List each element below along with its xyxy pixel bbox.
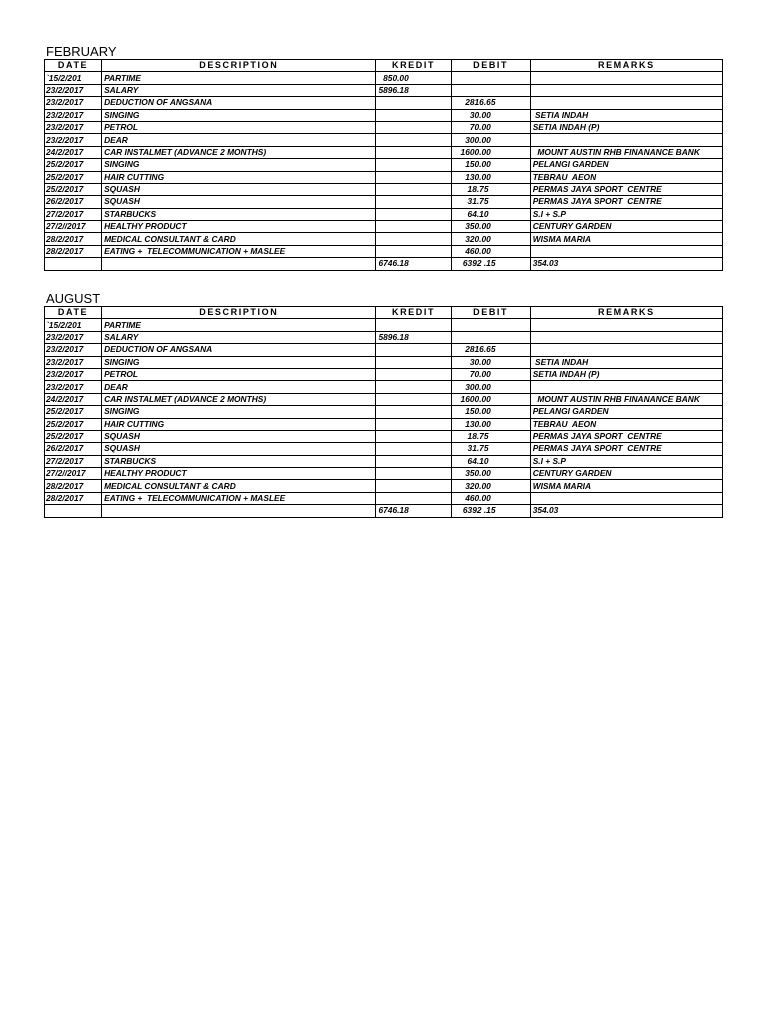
date-cell: 23/2/2017 [45,356,102,368]
debit-cell: 460.00 [451,492,530,504]
debit-cell: 130.00 [451,418,530,430]
date-cell: 23/2/2017 [45,368,102,380]
description-cell: CAR INSTALMET (ADVANCE 2 MONTHS) [102,146,376,158]
ledger-body [45,72,723,270]
debit-cell: 2816.65 [451,97,530,109]
section-title: FEBRUARY [46,44,117,59]
debit-cell [451,84,530,96]
header-kredit: KREDIT [376,307,451,319]
remarks-cell: SETIA INDAH (P) [530,121,722,133]
description-cell: SQUASH [102,443,376,455]
header-remarks: REMARKS [530,60,722,72]
table-row [45,492,723,504]
table-row [45,97,723,109]
table-row [45,245,723,257]
header-row [45,60,723,72]
date-cell: 23/2/2017 [45,381,102,393]
remarks-cell [530,134,722,146]
debit-cell: 1600.00 [451,393,530,405]
description-cell: EATING + TELECOMMUNICATION + MASLEE [102,492,376,504]
description-cell: SALARY [102,84,376,96]
debit-cell: 150.00 [451,159,530,171]
date-cell: 27/2/2017 [45,208,102,220]
remarks-cell [530,331,722,343]
kredit-cell [376,196,451,208]
header-description: DESCRIPTION [102,60,376,72]
ledger-table [44,306,723,518]
table-row [45,455,723,467]
remarks-cell: MOUNT AUSTIN RHB FINANANCE BANK [530,146,722,158]
debit-cell [451,331,530,343]
kredit-cell [376,480,451,492]
remarks-cell: CENTURY GARDEN [530,468,722,480]
description-cell: HAIR CUTTING [102,171,376,183]
table-row [45,159,723,171]
table-row [45,356,723,368]
date-cell: 27/2//2017 [45,221,102,233]
remarks-cell: PERMAS JAYA SPORT CENTRE [530,183,722,195]
debit-cell: 320.00 [451,233,530,245]
kredit-cell [376,492,451,504]
remarks-cell: PERMAS JAYA SPORT CENTRE [530,430,722,442]
section-title: AUGUST [46,291,101,306]
kredit-cell [376,430,451,442]
debit-cell [451,319,530,331]
remarks-cell [530,72,722,84]
table-row [45,221,723,233]
date-cell: 25/2/2017 [45,430,102,442]
description-cell: DEDUCTION OF ANGSANA [102,97,376,109]
table-row [45,146,723,158]
date-cell: 23/2/2017 [45,84,102,96]
debit-cell: 6392 .15 [451,258,530,270]
description-cell: EATING + TELECOMMUNICATION + MASLEE [102,245,376,257]
date-cell: 23/2/2017 [45,331,102,343]
remarks-cell [530,84,722,96]
debit-cell: 300.00 [451,381,530,393]
debit-cell: 70.00 [451,121,530,133]
table-row [45,233,723,245]
kredit-cell [376,393,451,405]
remarks-cell: TEBRAU AEON [530,171,722,183]
debit-cell: 18.75 [451,430,530,442]
remarks-cell: PERMAS JAYA SPORT CENTRE [530,196,722,208]
kredit-cell [376,109,451,121]
kredit-cell [376,406,451,418]
date-cell [45,505,102,517]
date-cell [45,258,102,270]
debit-cell: 320.00 [451,480,530,492]
table-row [45,121,723,133]
description-cell: MEDICAL CONSULTANT & CARD [102,480,376,492]
description-cell: DEAR [102,134,376,146]
date-cell: 25/2/2017 [45,183,102,195]
debit-cell: 30.00 [451,356,530,368]
header-debit: DEBIT [451,307,530,319]
debit-cell: 18.75 [451,183,530,195]
remarks-cell: TEBRAU AEON [530,418,722,430]
description-cell: PARTIME [102,72,376,84]
date-cell: 25/2/2017 [45,418,102,430]
kredit-cell: 5896.18 [376,84,451,96]
kredit-cell [376,418,451,430]
table-row [45,72,723,84]
description-cell: SINGING [102,109,376,121]
remarks-cell [530,381,722,393]
remarks-cell: 354.03 [530,258,722,270]
table-row [45,418,723,430]
kredit-cell [376,233,451,245]
kredit-cell [376,221,451,233]
kredit-cell [376,344,451,356]
remarks-cell: PELANGI GARDEN [530,159,722,171]
date-cell: 26/2/2017 [45,196,102,208]
table-row [45,109,723,121]
description-cell: STARBUCKS [102,208,376,220]
debit-cell: 150.00 [451,406,530,418]
kredit-cell [376,455,451,467]
kredit-cell [376,319,451,331]
section-august [44,291,723,518]
kredit-cell [376,443,451,455]
kredit-cell [376,121,451,133]
header-date: DATE [45,307,102,319]
remarks-cell [530,319,722,331]
kredit-cell [376,171,451,183]
date-cell: 27/2//2017 [45,468,102,480]
date-cell: 28/2/2017 [45,480,102,492]
debit-cell: 31.75 [451,443,530,455]
remarks-cell: CENTURY GARDEN [530,221,722,233]
kredit-cell [376,356,451,368]
header-kredit: KREDIT [376,60,451,72]
date-cell: 28/2/2017 [45,233,102,245]
table-row [45,368,723,380]
kredit-cell: 5896.18 [376,331,451,343]
remarks-cell [530,97,722,109]
debit-cell [451,72,530,84]
description-cell: SALARY [102,331,376,343]
description-cell: PETROL [102,121,376,133]
date-cell: 25/2/2017 [45,171,102,183]
date-cell: 23/2/2017 [45,109,102,121]
remarks-cell: SETIA INDAH (P) [530,368,722,380]
remarks-cell: S.I + S.P [530,208,722,220]
description-cell [102,505,376,517]
table-row [45,196,723,208]
remarks-cell: PERMAS JAYA SPORT CENTRE [530,443,722,455]
remarks-cell: SETIA INDAH [530,109,722,121]
date-cell: `15/2/201 [45,72,102,84]
table-row [45,393,723,405]
kredit-cell [376,183,451,195]
table-row [45,319,723,331]
description-cell: PARTIME [102,319,376,331]
date-cell: 23/2/2017 [45,134,102,146]
description-cell: HEALTHY PRODUCT [102,221,376,233]
date-cell: 23/2/2017 [45,344,102,356]
table-row [45,331,723,343]
ledger-body [45,319,723,517]
description-cell: HEALTHY PRODUCT [102,468,376,480]
debit-cell: 70.00 [451,368,530,380]
table-row [45,84,723,96]
date-cell: 24/2/2017 [45,393,102,405]
date-cell: 28/2/2017 [45,245,102,257]
description-cell: STARBUCKS [102,455,376,467]
remarks-cell: WISMA MARIA [530,233,722,245]
debit-cell: 6392 .15 [451,505,530,517]
description-cell: SINGING [102,406,376,418]
description-cell: CAR INSTALMET (ADVANCE 2 MONTHS) [102,393,376,405]
table-row [45,468,723,480]
totals-row [45,505,723,517]
description-cell: SINGING [102,356,376,368]
date-cell: 23/2/2017 [45,121,102,133]
description-cell: DEAR [102,381,376,393]
debit-cell: 30.00 [451,109,530,121]
kredit-cell [376,245,451,257]
debit-cell: 2816.65 [451,344,530,356]
date-cell: 24/2/2017 [45,146,102,158]
remarks-cell: 354.03 [530,505,722,517]
debit-cell: 350.00 [451,221,530,233]
debit-cell: 300.00 [451,134,530,146]
debit-cell: 31.75 [451,196,530,208]
remarks-cell [530,245,722,257]
description-cell: SQUASH [102,183,376,195]
kredit-cell: 6746.18 [376,505,451,517]
date-cell: 28/2/2017 [45,492,102,504]
kredit-cell [376,468,451,480]
description-cell [102,258,376,270]
kredit-cell [376,208,451,220]
table-row [45,443,723,455]
date-cell: 25/2/2017 [45,406,102,418]
kredit-cell [376,134,451,146]
kredit-cell: 850.00 [376,72,451,84]
remarks-cell [530,344,722,356]
remarks-cell: S.I + S.P [530,455,722,467]
date-cell: 23/2/2017 [45,97,102,109]
totals-row [45,258,723,270]
kredit-cell [376,97,451,109]
kredit-cell [376,146,451,158]
table-row [45,344,723,356]
date-cell: 25/2/2017 [45,159,102,171]
table-row [45,406,723,418]
debit-cell: 64.10 [451,208,530,220]
description-cell: SINGING [102,159,376,171]
remarks-cell: MOUNT AUSTIN RHB FINANANCE BANK [530,393,722,405]
remarks-cell [530,492,722,504]
debit-cell: 460.00 [451,245,530,257]
table-row [45,430,723,442]
ledger-table [44,59,723,271]
table-row [45,171,723,183]
description-cell: MEDICAL CONSULTANT & CARD [102,233,376,245]
date-cell: 26/2/2017 [45,443,102,455]
header-remarks: REMARKS [530,307,722,319]
header-debit: DEBIT [451,60,530,72]
remarks-cell: WISMA MARIA [530,480,722,492]
header-description: DESCRIPTION [102,307,376,319]
header-row [45,307,723,319]
table-row [45,183,723,195]
header-date: DATE [45,60,102,72]
kredit-cell: 6746.18 [376,258,451,270]
description-cell: PETROL [102,368,376,380]
description-cell: SQUASH [102,430,376,442]
debit-cell: 350.00 [451,468,530,480]
section-february [44,44,723,271]
debit-cell: 1600.00 [451,146,530,158]
debit-cell: 64.10 [451,455,530,467]
description-cell: DEDUCTION OF ANGSANA [102,344,376,356]
description-cell: SQUASH [102,196,376,208]
debit-cell: 130.00 [451,171,530,183]
date-cell: `15/2/201 [45,319,102,331]
table-row [45,134,723,146]
kredit-cell [376,368,451,380]
table-row [45,381,723,393]
remarks-cell: SETIA INDAH [530,356,722,368]
kredit-cell [376,159,451,171]
remarks-cell: PELANGI GARDEN [530,406,722,418]
description-cell: HAIR CUTTING [102,418,376,430]
kredit-cell [376,381,451,393]
table-row [45,208,723,220]
date-cell: 27/2/2017 [45,455,102,467]
table-row [45,480,723,492]
